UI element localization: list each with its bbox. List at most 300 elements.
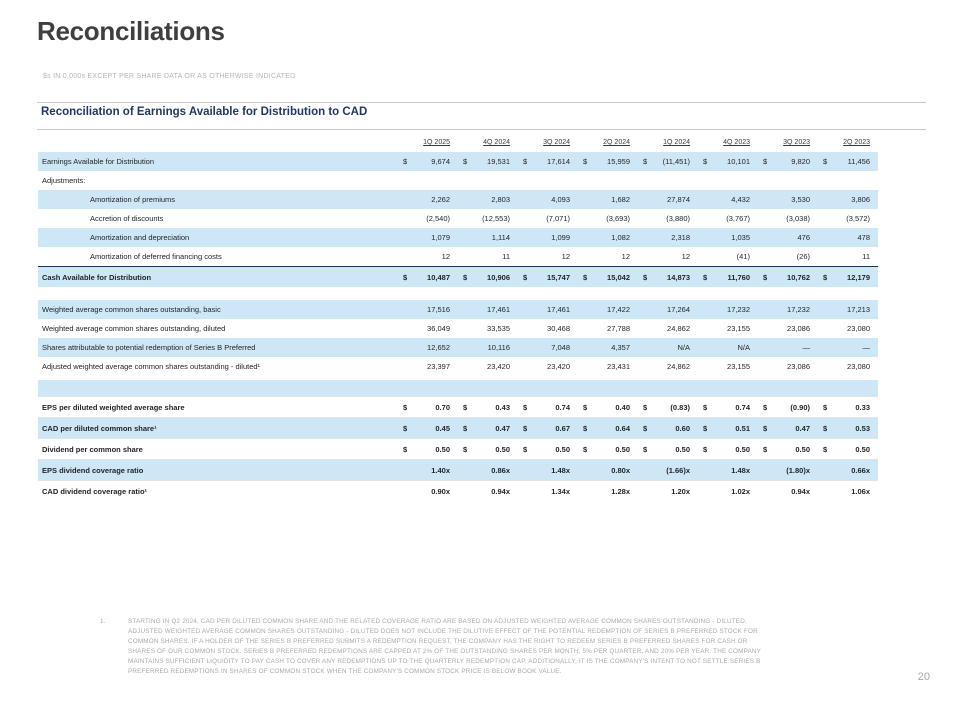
row-label: CAD dividend coverage ratio¹ — [42, 486, 148, 496]
cell-value: 23,080 — [847, 324, 870, 333]
cell-value: 15,959 — [607, 157, 630, 166]
cell-value: 0.47 — [495, 423, 510, 433]
table-cell — [818, 152, 878, 171]
table-cell — [758, 319, 818, 338]
row-label: Dividend per common share — [42, 444, 143, 454]
cell-value: 33,535 — [487, 324, 510, 333]
cell-value: 476 — [797, 233, 810, 242]
spacer-row — [38, 380, 878, 396]
footnote-text: STARTING IN Q2 2024, CAD PER DILUTED COMMON SHARE AND THE RELATED COVERAGE RATIO ARE BASED ON ADJUSTED WEIGHTED AVERAGE COMMON SHARES OUTSTANDING - DILUTED. ADJUSTED WEIGHTED AVERAGE COMMON SHARES OUTSTANDING - DILUTED DOES NOT INCLUDE THE DILUTIVE EFFECT OF THE POTENTIAL REDEMPTION OF SERIES B PREFERRED STOCK FOR COMMON SHARES. IF A HOLDER OF THE SERIES B PREFERRED SUBMITS A REDEMPTION REQUEST, THE COMPANY HAS THE RIGHT TO REDEEM SERIES B PREFERRED SHARES FOR CASH OR SHARES OF OUR COMMON STOCK. SERIES B PREFERRED REDEMPTIONS ARE CAPPED AT 2% OF THE OUTSTANDING SHARES PER MONTH, 5% PER QUARTER, AND 20% PER YEAR. THE COMPANY MAINTAINS SUFFICIENT LIQUIDITY TO PAY CASH TO COVER ANY REDEMPTIONS UP TO THE QUARTERLY REDEMPTION CAP. ADDITIONALLY, IT IS THE COMPANY'S INTENT TO NOT SETTLE SERIES B PREFERRED REDEMPTIONS IN SHARES OF COMMON STOCK WHEN THE COMPANY'S COMMON STOCK PRICE IS BELOW BOOK VALUE. — [128, 618, 761, 676]
table-cell — [758, 397, 818, 417]
dollar-sign: $ — [523, 423, 528, 433]
cell-value: — — [802, 343, 810, 352]
column-header: 1Q 2025 — [423, 139, 450, 146]
dollar-sign: $ — [583, 157, 588, 166]
dollar-sign: $ — [823, 423, 828, 433]
column-header: 2Q 2023 — [843, 139, 870, 146]
cell-value: 12,652 — [427, 343, 450, 352]
cell-value: 0.50 — [675, 444, 690, 454]
column-header: 4Q 2024 — [483, 139, 510, 146]
cell-value: 9,820 — [791, 157, 810, 166]
cell-value: — — [862, 343, 870, 352]
dollar-sign: $ — [583, 272, 588, 282]
table-cell — [818, 397, 878, 417]
table-cell — [578, 439, 638, 459]
cell-value: (7,071) — [546, 214, 570, 223]
table-cell — [578, 300, 638, 319]
cell-value: 23,431 — [607, 362, 630, 371]
cell-value: 0.74 — [735, 402, 750, 412]
cell-value: (41) — [736, 252, 750, 261]
cell-value: 3,806 — [851, 195, 870, 204]
table-cell — [398, 228, 458, 247]
cell-value: 0.94x — [491, 486, 510, 496]
table-cell — [518, 319, 578, 338]
cell-value: 4,093 — [551, 195, 570, 204]
cell-value: 0.90x — [431, 486, 450, 496]
dollar-sign: $ — [643, 423, 648, 433]
cell-value: 17,264 — [667, 305, 690, 314]
row-label: Accretion of discounts — [90, 214, 164, 223]
dollar-sign: $ — [703, 444, 708, 454]
reconciliation-table — [38, 133, 878, 501]
cell-value: 0.67 — [555, 423, 570, 433]
cell-value: 1,114 — [491, 233, 510, 242]
table-cell — [458, 247, 518, 266]
cell-value: 0.45 — [435, 423, 450, 433]
table-cell — [698, 439, 758, 459]
table-cell — [758, 338, 818, 357]
cell-value: (3,767) — [726, 214, 750, 223]
dollar-sign: $ — [703, 157, 708, 166]
table-cell — [758, 460, 818, 480]
table-body — [38, 152, 878, 501]
table-row — [38, 438, 878, 459]
cell-value: 30,468 — [547, 324, 570, 333]
table-row — [38, 319, 878, 338]
dollar-sign: $ — [643, 402, 648, 412]
table-cell — [698, 418, 758, 438]
table-cell — [398, 481, 458, 501]
table-cell — [518, 300, 578, 319]
dollar-sign: $ — [403, 423, 408, 433]
table-cell — [638, 357, 698, 376]
table-row — [38, 152, 878, 171]
cell-value: 0.47 — [795, 423, 810, 433]
table-row — [38, 190, 878, 209]
cell-value: 17,213 — [847, 305, 870, 314]
cell-value: 0.80x — [611, 465, 630, 475]
table-cell — [458, 300, 518, 319]
table-cell — [398, 267, 458, 287]
column-header: 2Q 2024 — [603, 139, 630, 146]
table-cell — [638, 397, 698, 417]
dollar-sign: $ — [463, 423, 468, 433]
dollar-sign: $ — [403, 402, 408, 412]
row-label: EPS dividend coverage ratio — [42, 465, 144, 475]
dollar-sign: $ — [523, 157, 528, 166]
table-row — [38, 171, 878, 190]
dollar-sign: $ — [763, 423, 768, 433]
table-cell — [698, 228, 758, 247]
table-cell — [638, 247, 698, 266]
table-cell — [698, 481, 758, 501]
table-cell — [398, 397, 458, 417]
table-cell — [638, 319, 698, 338]
table-cell — [578, 460, 638, 480]
dollar-sign: $ — [463, 444, 468, 454]
cell-value: 36,049 — [427, 324, 450, 333]
cell-value: 17,232 — [727, 305, 750, 314]
cell-value: 23,420 — [487, 362, 510, 371]
cell-value: 2,318 — [671, 233, 690, 242]
cell-value: 23,086 — [787, 362, 810, 371]
table-cell — [518, 267, 578, 287]
table-cell — [818, 190, 878, 209]
dollar-sign: $ — [703, 423, 708, 433]
table-cell — [518, 209, 578, 228]
table-cell — [638, 190, 698, 209]
dollar-sign: $ — [823, 444, 828, 454]
cell-value: 11 — [862, 252, 870, 261]
table-cell — [818, 228, 878, 247]
cell-value: 0.53 — [855, 423, 870, 433]
table-cell — [518, 152, 578, 171]
table-cell — [458, 357, 518, 376]
table-cell — [578, 338, 638, 357]
cell-value: (11,451) — [662, 157, 690, 166]
table-cell — [578, 357, 638, 376]
cell-value: 1.02x — [731, 486, 750, 496]
cell-value: 0.64 — [615, 423, 630, 433]
cell-value: 0.70 — [435, 402, 450, 412]
cell-value: 0.40 — [615, 402, 630, 412]
cell-value: 19,531 — [487, 157, 510, 166]
cell-value: 14,873 — [667, 272, 690, 282]
dollar-sign: $ — [763, 157, 768, 166]
cell-value: 1,082 — [611, 233, 630, 242]
cell-value: 0.43 — [495, 402, 510, 412]
table-cell — [638, 439, 698, 459]
dollar-sign: $ — [823, 272, 828, 282]
row-label: Shares attributable to potential redemption of Series B Preferred — [42, 343, 256, 352]
cell-value: 15,747 — [547, 272, 570, 282]
dollar-sign: $ — [403, 272, 408, 282]
cell-value: 1,099 — [551, 233, 570, 242]
table-cell — [578, 247, 638, 266]
cell-value: 2,262 — [431, 195, 450, 204]
cell-value: 23,080 — [847, 362, 870, 371]
table-cell — [458, 319, 518, 338]
cell-value: 0.74 — [555, 402, 570, 412]
table-cell — [698, 397, 758, 417]
divider-line-top — [37, 102, 926, 103]
dollar-sign: $ — [763, 402, 768, 412]
cell-value: 3,530 — [791, 195, 810, 204]
table-cell — [458, 418, 518, 438]
cell-value: 1,035 — [731, 233, 750, 242]
table-cell — [578, 209, 638, 228]
table-cell — [578, 481, 638, 501]
cell-value: 0.50 — [615, 444, 630, 454]
dollar-sign: $ — [523, 402, 528, 412]
table-cell — [398, 439, 458, 459]
cell-value: 0.50 — [795, 444, 810, 454]
cell-value: 12,179 — [847, 272, 870, 282]
cell-value: (1.80)x — [786, 465, 810, 475]
spacer-row — [38, 287, 878, 300]
table-cell — [818, 300, 878, 319]
cell-value: 15,042 — [607, 272, 630, 282]
table-cell — [578, 267, 638, 287]
table-cell — [458, 439, 518, 459]
cell-value: 0.86x — [491, 465, 510, 475]
table-cell — [638, 228, 698, 247]
column-header: 3Q 2023 — [783, 139, 810, 146]
table-cell — [518, 338, 578, 357]
divider-line-under-section-title — [37, 129, 926, 130]
table-cell — [818, 319, 878, 338]
table-cell — [818, 439, 878, 459]
table-cell — [758, 228, 818, 247]
cell-value: 23,397 — [427, 362, 450, 371]
table-cell — [398, 319, 458, 338]
table-cell — [818, 338, 878, 357]
page-title: Reconciliations — [37, 16, 225, 46]
cell-value: 0.94x — [791, 486, 810, 496]
table-cell — [458, 190, 518, 209]
cell-value: (3,880) — [666, 214, 690, 223]
row-label: Weighted average common shares outstanding, diluted — [42, 324, 226, 333]
table-cell — [698, 460, 758, 480]
cell-value: 17,614 — [547, 157, 570, 166]
table-cell — [518, 357, 578, 376]
cell-value: N/A — [677, 343, 690, 352]
cell-value: 11,760 — [727, 272, 750, 282]
table-section-title: Reconciliation of Earnings Available for Distribution to CAD — [41, 106, 368, 118]
table-cell — [638, 209, 698, 228]
dollar-sign: $ — [583, 423, 588, 433]
table-header-row — [38, 133, 878, 152]
table-cell — [518, 228, 578, 247]
table-cell — [398, 357, 458, 376]
cell-value: (3,693) — [606, 214, 630, 223]
cell-value: (1.66)x — [666, 465, 690, 475]
dollar-sign: $ — [403, 444, 408, 454]
cell-value: 0.50 — [855, 444, 870, 454]
table-cell — [398, 152, 458, 171]
table-cell — [518, 247, 578, 266]
table-cell — [758, 190, 818, 209]
cell-value: 0.51 — [735, 423, 750, 433]
table-cell — [698, 209, 758, 228]
dollar-sign: $ — [583, 444, 588, 454]
cell-value: 0.66x — [851, 465, 870, 475]
table-cell — [398, 460, 458, 480]
cell-value: (3,038) — [786, 214, 810, 223]
cell-value: 4,432 — [731, 195, 750, 204]
cell-value: 10,487 — [427, 272, 450, 282]
cell-value: 11,456 — [847, 157, 870, 166]
table-cell — [458, 397, 518, 417]
table-cell — [458, 209, 518, 228]
row-label: Cash Available for Distribution — [42, 272, 152, 282]
dollar-sign: $ — [643, 272, 648, 282]
cell-value: 12 — [441, 252, 450, 261]
cell-value: 1,079 — [431, 233, 450, 242]
footnote-number: 1. — [100, 618, 106, 625]
table-row — [38, 417, 878, 438]
row-label: Adjusted weighted average common shares outstanding - diluted¹ — [42, 362, 261, 371]
table-cell — [698, 190, 758, 209]
cell-value: (2,540) — [426, 214, 450, 223]
dollar-sign: $ — [823, 402, 828, 412]
cell-value: 23,155 — [727, 362, 750, 371]
cell-value: (12,553) — [482, 214, 510, 223]
cell-value: 17,461 — [547, 305, 570, 314]
table-cell — [518, 190, 578, 209]
table-cell — [818, 357, 878, 376]
cell-value: 17,516 — [427, 305, 450, 314]
cell-value: 4,357 — [611, 343, 630, 352]
dollar-sign: $ — [463, 157, 468, 166]
cell-value: N/A — [737, 343, 750, 352]
table-cell — [578, 152, 638, 171]
table-cell — [578, 418, 638, 438]
table-cell — [458, 228, 518, 247]
table-row — [38, 266, 878, 287]
dollar-sign: $ — [643, 444, 648, 454]
table-row — [38, 459, 878, 480]
cell-value: (0.83) — [670, 402, 690, 412]
cell-value: 24,862 — [667, 362, 690, 371]
row-label: Amortization of deferred financing costs — [90, 252, 222, 261]
table-cell — [758, 267, 818, 287]
dollar-sign: $ — [583, 402, 588, 412]
row-label: Amortization of premiums — [90, 195, 176, 204]
table-cell — [518, 439, 578, 459]
table-cell — [638, 300, 698, 319]
column-header: 4Q 2023 — [723, 139, 750, 146]
table-cell — [458, 152, 518, 171]
cell-value: 11 — [502, 252, 510, 261]
cell-value: 23,155 — [727, 324, 750, 333]
table-cell — [758, 247, 818, 266]
table-row — [38, 228, 878, 247]
dollar-sign: $ — [703, 402, 708, 412]
table-cell — [398, 338, 458, 357]
cell-value: 10,906 — [487, 272, 510, 282]
cell-value: 10,116 — [487, 343, 510, 352]
table-cell — [638, 152, 698, 171]
cell-value: 17,461 — [487, 305, 510, 314]
table-cell — [398, 190, 458, 209]
table-cell — [758, 439, 818, 459]
dollar-sign: $ — [403, 157, 408, 166]
cell-value: 12 — [681, 252, 690, 261]
table-cell — [398, 418, 458, 438]
table-cell — [578, 319, 638, 338]
table-cell — [698, 319, 758, 338]
cell-value: 0.60 — [675, 423, 690, 433]
cell-value: 478 — [857, 233, 870, 242]
table-row — [38, 209, 878, 228]
cell-value: 17,232 — [787, 305, 810, 314]
table-cell — [818, 267, 878, 287]
cell-value: 23,420 — [547, 362, 570, 371]
row-label: Adjustments: — [42, 176, 86, 185]
cell-value: 2,803 — [491, 195, 510, 204]
dollar-sign: $ — [823, 157, 828, 166]
cell-value: 1.28x — [611, 486, 630, 496]
footnote — [100, 617, 776, 677]
row-label: Amortization and depreciation — [90, 233, 190, 242]
row-label: CAD per diluted common share¹ — [42, 423, 157, 433]
table-cell — [398, 209, 458, 228]
cell-value: 9,674 — [431, 157, 450, 166]
table-cell — [818, 209, 878, 228]
cell-value: 0.33 — [855, 402, 870, 412]
cell-value: 0.50 — [735, 444, 750, 454]
table-cell — [458, 338, 518, 357]
table-cell — [518, 460, 578, 480]
table-cell — [698, 152, 758, 171]
table-row — [38, 357, 878, 376]
table-cell — [518, 418, 578, 438]
table-row — [38, 396, 878, 417]
table-cell — [818, 481, 878, 501]
table-cell — [818, 418, 878, 438]
units-note: $s IN 0,000s EXCEPT PER SHARE DATA OR AS OTHERWISE INDICATED — [43, 73, 296, 80]
cell-value: 0.50 — [435, 444, 450, 454]
table-row — [38, 480, 878, 501]
table-cell — [638, 460, 698, 480]
table-cell — [758, 418, 818, 438]
dollar-sign: $ — [643, 157, 648, 166]
table-cell — [698, 338, 758, 357]
table-cell — [458, 481, 518, 501]
table-cell — [578, 228, 638, 247]
table-cell — [518, 481, 578, 501]
dollar-sign: $ — [703, 272, 708, 282]
table-row — [38, 338, 878, 357]
table-cell — [638, 481, 698, 501]
cell-value: 1.48x — [731, 465, 750, 475]
row-label: Weighted average common shares outstanding, basic — [42, 305, 221, 314]
table-cell — [758, 209, 818, 228]
cell-value: 1.06x — [851, 486, 870, 496]
table-cell — [638, 418, 698, 438]
dollar-sign: $ — [763, 444, 768, 454]
cell-value: (0.90) — [790, 402, 810, 412]
row-label: EPS per diluted weighted average share — [42, 402, 185, 412]
table-cell — [758, 300, 818, 319]
table-row — [38, 300, 878, 319]
row-label: Earnings Available for Distribution — [42, 157, 155, 166]
cell-value: 27,874 — [667, 195, 690, 204]
column-header: 3Q 2024 — [543, 139, 570, 146]
table-cell — [578, 190, 638, 209]
cell-value: 17,422 — [607, 305, 630, 314]
cell-value: 12 — [561, 252, 570, 261]
table-cell — [758, 481, 818, 501]
cell-value: 7,048 — [551, 343, 570, 352]
cell-value: (3,572) — [846, 214, 870, 223]
cell-value: (26) — [796, 252, 810, 261]
cell-value: 1.48x — [551, 465, 570, 475]
table-cell — [578, 397, 638, 417]
cell-value: 24,862 — [667, 324, 690, 333]
